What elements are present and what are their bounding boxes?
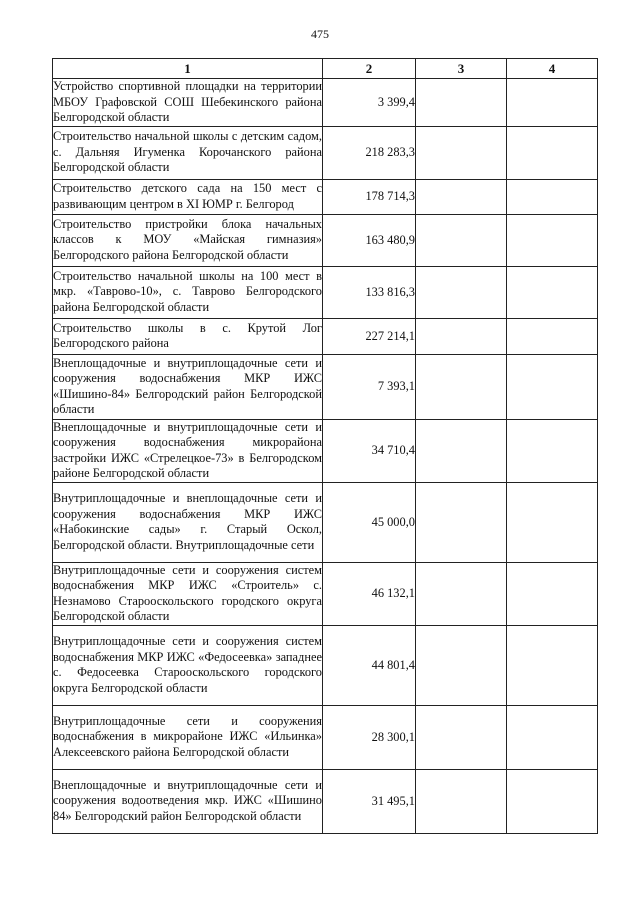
- row-col4: [507, 214, 598, 266]
- row-col3: [416, 214, 507, 266]
- row-description: Внеплощадочные и внутриплощадочные сети и сооружения водоснабжения МКР ИЖС «Шишино-84» Белгородский район Белгородской области: [53, 354, 323, 419]
- row-col4: [507, 769, 598, 833]
- column-header-2: 2: [323, 59, 416, 79]
- row-description: Внутриплощадочные сети и сооружения водоснабжения в микрорайоне ИЖС «Ильинка» Алексеевского района Белгородской области: [53, 705, 323, 769]
- table-row: [53, 179, 598, 214]
- row-col4: [507, 79, 598, 127]
- row-amount: 3 399,4: [323, 79, 416, 127]
- table-row: [53, 266, 598, 318]
- row-col4: [507, 625, 598, 705]
- row-col4: [507, 318, 598, 354]
- row-col4: [507, 705, 598, 769]
- row-col3: [416, 79, 507, 127]
- row-col4: [507, 266, 598, 318]
- row-col3: [416, 769, 507, 833]
- row-col4: [507, 126, 598, 179]
- row-amount: 45 000,0: [323, 482, 416, 562]
- row-amount: 7 393,1: [323, 354, 416, 419]
- row-description: Строительство детского сада на 150 мест с развивающим центром в XI ЮМР г. Белгород: [53, 179, 323, 214]
- row-amount: 163 480,9: [323, 214, 416, 266]
- row-amount: 178 714,3: [323, 179, 416, 214]
- row-col3: [416, 179, 507, 214]
- row-col3: [416, 126, 507, 179]
- row-description: Внеплощадочные и внутриплощадочные сети и сооружения водоотведения мкр. ИЖС «Шишино 84» Белгородский район Белгородской области: [53, 769, 323, 833]
- table-row: [53, 769, 598, 833]
- row-description: Строительство школы в с. Крутой Лог Белгородского района: [53, 318, 323, 354]
- table-row: [53, 214, 598, 266]
- table-row: [53, 562, 598, 625]
- table-row: [53, 79, 598, 127]
- table-row: [53, 705, 598, 769]
- row-col3: [416, 705, 507, 769]
- row-amount: 218 283,3: [323, 126, 416, 179]
- row-col4: [507, 179, 598, 214]
- row-col4: [507, 354, 598, 419]
- row-amount: 28 300,1: [323, 705, 416, 769]
- row-amount: 46 132,1: [323, 562, 416, 625]
- row-amount: 34 710,4: [323, 419, 416, 482]
- row-description: Строительство начальной школы на 100 мест в мкр. «Таврово-10», с. Таврово Белгородского района Белгородской области: [53, 266, 323, 318]
- row-col3: [416, 482, 507, 562]
- column-header-3: 3: [416, 59, 507, 79]
- table-row: [53, 419, 598, 482]
- table-row: [53, 318, 598, 354]
- document-table: [52, 58, 598, 834]
- row-description: Строительство пристройки блока начальных классов к МОУ «Майская гимназия» Белгородского района Белгородской области: [53, 214, 323, 266]
- table-row: [53, 354, 598, 419]
- row-col4: [507, 419, 598, 482]
- table-row: [53, 482, 598, 562]
- row-col3: [416, 419, 507, 482]
- row-description: Внутриплощадочные сети и сооружения систем водоснабжения МКР ИЖС «Строитель» с. Незнамово Старооскольского городского округа Белгородской области: [53, 562, 322, 623]
- row-amount: 227 214,1: [323, 318, 416, 354]
- row-description: Внутриплощадочные и внеплощадочные сети и сооружения водоснабжения МКР ИЖС «Набокинские сады» г. Старый Оскол, Белгородской области. Внутриплощадочные сети: [53, 482, 323, 562]
- row-description: Внеплощадочные и внутриплощадочные сети и сооружения водоснабжения микрорайона застройки ИЖС «Стрелецкое-73» в Белгородском районе Белгородской области: [53, 419, 322, 480]
- row-description: Строительство начальной школы с детским садом, с. Дальняя Игуменка Корочанского района Белгородской области: [53, 126, 323, 179]
- row-col4: [507, 482, 598, 562]
- row-description: Внутриплощадочные сети и сооружения систем водоснабжения МКР ИЖС «Федосеевка» западнее с. Федосеевка Старооскольского городского округа Белгородской области: [53, 625, 323, 705]
- row-description: Устройство спортивной площадки на территории МБОУ Графовской СОШ Шебекинского района Белгородской области: [53, 79, 322, 124]
- row-col3: [416, 266, 507, 318]
- row-col3: [416, 562, 507, 625]
- row-col3: [416, 318, 507, 354]
- row-amount: 31 495,1: [323, 769, 416, 833]
- column-header-1: 1: [53, 59, 323, 79]
- table-row: [53, 625, 598, 705]
- row-col3: [416, 354, 507, 419]
- row-amount: 133 816,3: [323, 266, 416, 318]
- page-number: 475: [311, 27, 329, 41]
- row-amount: 44 801,4: [323, 625, 416, 705]
- table-row: [53, 126, 598, 179]
- table-header-row: [53, 59, 598, 79]
- row-col4: [507, 562, 598, 625]
- row-col3: [416, 625, 507, 705]
- column-header-4: 4: [507, 59, 598, 79]
